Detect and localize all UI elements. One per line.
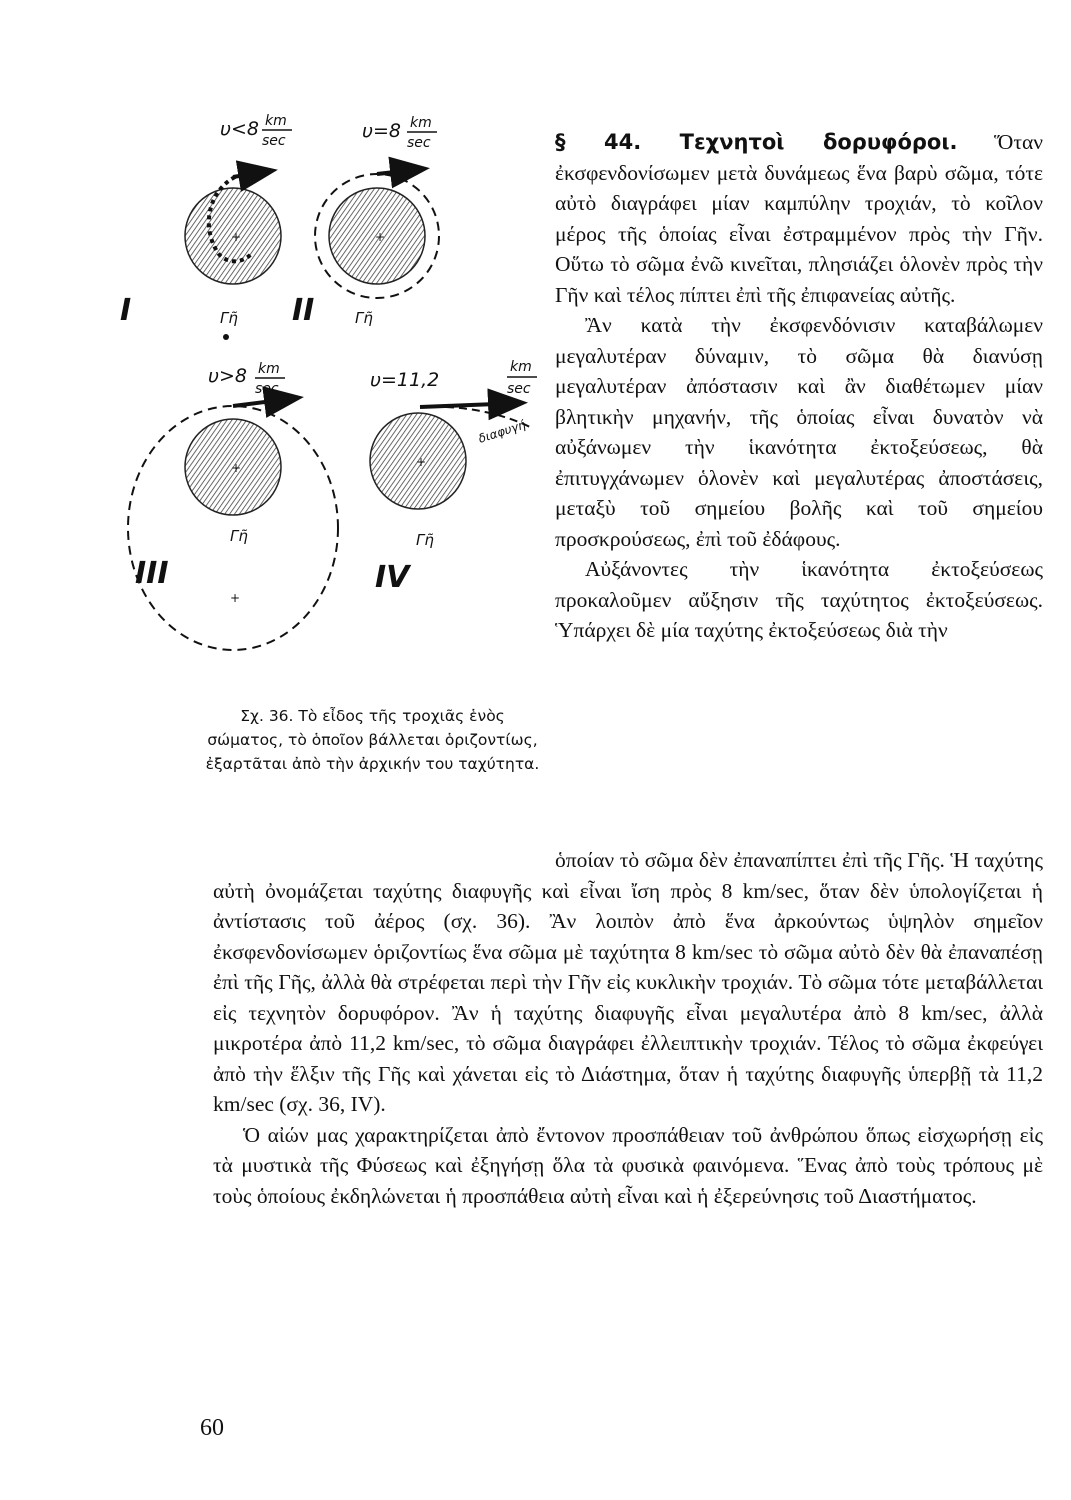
earth-label-2: Γῆ bbox=[355, 309, 373, 327]
velocity-arrow-2 bbox=[377, 169, 422, 174]
paragraph-1 bbox=[555, 127, 1043, 310]
panel-3 bbox=[128, 361, 338, 650]
panel-1 bbox=[120, 113, 292, 340]
escape-label: διαφυγή bbox=[476, 417, 528, 446]
earth-label-3: Γῆ bbox=[230, 527, 248, 545]
velocity-arrow-4 bbox=[420, 403, 520, 407]
panel-label-4: IV bbox=[375, 560, 410, 595]
right-column bbox=[555, 127, 1043, 646]
velocity-arrow-3 bbox=[233, 398, 296, 406]
earth-center-4: + bbox=[416, 455, 427, 469]
velocity-label-4: υ=11,2 bbox=[370, 369, 440, 391]
earth-label-4: Γῆ bbox=[416, 531, 434, 549]
velocity-label-3: υ>8 bbox=[208, 365, 248, 387]
paragraph-3-start: Αὐξάνοντες τὴν ἱκανότητα ἐκτοξεύσεως προκαλοῦμεν αὔξησιν τῆς ταχύτητος ἐκτοξεύσεως. Ὑπάρχει δὲ μία ταχύτης ἐκτοξεύσεως διὰ τὴν bbox=[555, 557, 1043, 642]
unit-denominator-3: sec bbox=[255, 381, 279, 397]
earth-center-2: + bbox=[375, 230, 386, 244]
panel-4 bbox=[370, 359, 537, 595]
unit-numerator-4: km bbox=[510, 359, 532, 375]
panel-label-3: III bbox=[135, 556, 169, 591]
paragraph-2: Ἂν κατὰ τὴν ἐκσφενδόνισιν καταβάλωμεν μεγαλυτέραν δύναμιν, τὸ σῶμα θὰ διανύσῃ μεγαλυτέραν ἀπόστασιν καὶ ἂν διαθέτωμεν μίαν βλητικὴν μηχανήν, τῆς ὁποίας εἶναι δυνατὸν νὰ αὐξάνωμεν τὴν ἱκανότητα ἐκτοξεύσεως, θὰ ἐπιτυγχάνωμεν ὁλονὲν καὶ μεγαλυτέρας ἀποστάσεις, μεταξὺ τοῦ σημείου βολῆς καὶ τοῦ σημείου προσκρούσεως, ἐπὶ τοῦ ἐδάφους. bbox=[555, 313, 1043, 551]
panel-label-2: II bbox=[292, 293, 315, 328]
earth-center-1: + bbox=[231, 230, 242, 244]
paragraph-3-continued: ὁποίαν τὸ σῶμα δὲν ἐπαναπίπτει ἐπὶ τῆς Γῆς. Ἡ ταχύτης αὐτὴ ὀνομάζεται ταχύτης διαφυγῆς καὶ εἶναι ἴση πρὸς 8 km/sec, ὅταν δὲν ὑπολογίζεται ἡ ἀντίστασις τοῦ ἀέρος (σχ. 36). Ἂν λοιπὸν ἀπὸ ἕνα ἀρκούντως ὑψηλὸν σημεῖον ἐκσφενδονίσωμεν ὁριζοντίως ἕνα σῶμα μὲ ταχύτητα 8 km/sec τὸ σῶμα αὐτὸ δὲν θὰ ἐπαναπέσῃ ἐπὶ τῆς Γῆς, ἀλλὰ θὰ στρέφεται περὶ τὴν Γῆν εἰς κυκλικὴν τροχιάν. Τὸ σῶμα τότε μεταβάλλεται εἰς τεχνητὸν δορυφόρον. Ἂν ἡ ταχύτης διαφυγῆς εἶναι μεγαλυτέρα ἀπὸ 8 km/sec, ἀλλὰ μικροτέρα ἀπὸ 11,2 km/sec, τὸ σῶμα διαγράφει ἐλλειπτικὴν τροχιάν. Τέλος τὸ σῶμα ἐκφεύγει ἀπὸ τὴν ἕλξιν τῆς Γῆς καὶ χάνεται εἰς τὸ Διάστημα, ὅταν ἡ ταχύτης διαφυγῆς ὑπερβῇ τὰ 11,2 km/sec (σχ. 36, IV). bbox=[213, 848, 1043, 1116]
unit-denominator-1: sec bbox=[262, 133, 286, 149]
velocity-label-2: υ=8 bbox=[362, 120, 402, 142]
paragraph-4: Ὁ αἰών μας χαρακτηρίζεται ἀπὸ ἔντονον προσπάθειαν τοῦ ἀνθρώπου ὅπως εἰσχωρήσῃ εἰς τὰ μυστικὰ τῆς Φύσεως καὶ ἐξηγήσῃ ὅλα τὰ φυσικὰ φαινόμενα. Ἕνας ἀπὸ τοὺς τρόπους μὲ τοὺς ὁποίους ἐκδηλώνεται ἡ προσπάθεια αὐτὴ εἶναι καὶ ἡ ἐξερεύνησις τοῦ Διαστήματος. bbox=[213, 1122, 1043, 1208]
unit-denominator-4: sec bbox=[507, 381, 531, 397]
orbit-figure bbox=[120, 105, 560, 705]
full-width-text bbox=[213, 845, 1043, 1211]
orbit-diagram bbox=[120, 105, 560, 705]
page-number: 60 bbox=[200, 1415, 224, 1441]
unit-numerator-1: km bbox=[265, 113, 287, 129]
unit-numerator-2: km bbox=[410, 115, 432, 131]
figure-caption: Σχ. 36. Τὸ εἶδος τῆς τροχιᾶς ἑνὸς σώματος, τὸ ὁποῖον βάλλεται ὁριζοντίως, ἐξαρτᾶται ἀπὸ τὴν ἀρχικήν του ταχύτητα. bbox=[205, 707, 540, 773]
section-heading: § 44. Τεχνητοὶ δορυφόροι. bbox=[555, 130, 958, 154]
impact-point bbox=[223, 334, 229, 340]
velocity-label-1: υ<8 bbox=[220, 118, 260, 140]
panel-label-1: I bbox=[120, 293, 132, 328]
panel-2 bbox=[292, 115, 439, 328]
unit-denominator-2: sec bbox=[407, 135, 431, 151]
ellipse-focus: + bbox=[230, 591, 241, 605]
paragraph-1-text: Ὅταν ἐκσφενδονίσωμεν μετὰ δυνάμεως ἕνα βαρὺ σῶμα, τότε αὐτὸ διαγράφει μίαν καμπύλην τροχιάν, τὸ κοῖλον μέρος τῆς ὁποίας εἶναι ἐστραμμένον πρὸς τὴν Γῆν. Οὕτω τὸ σῶμα ἐνῶ κινεῖται, πλησιάζει ὁλονὲν πρὸς τὴν Γῆν καὶ τέλος πίπτει ἐπὶ τῆς ἐπιφανείας αὐτῆς. bbox=[555, 130, 1043, 307]
unit-numerator-3: km bbox=[258, 361, 280, 377]
earth-label-1: Γῆ bbox=[220, 309, 238, 327]
earth-center-3: + bbox=[231, 461, 242, 475]
velocity-arrow-1 bbox=[233, 171, 270, 177]
